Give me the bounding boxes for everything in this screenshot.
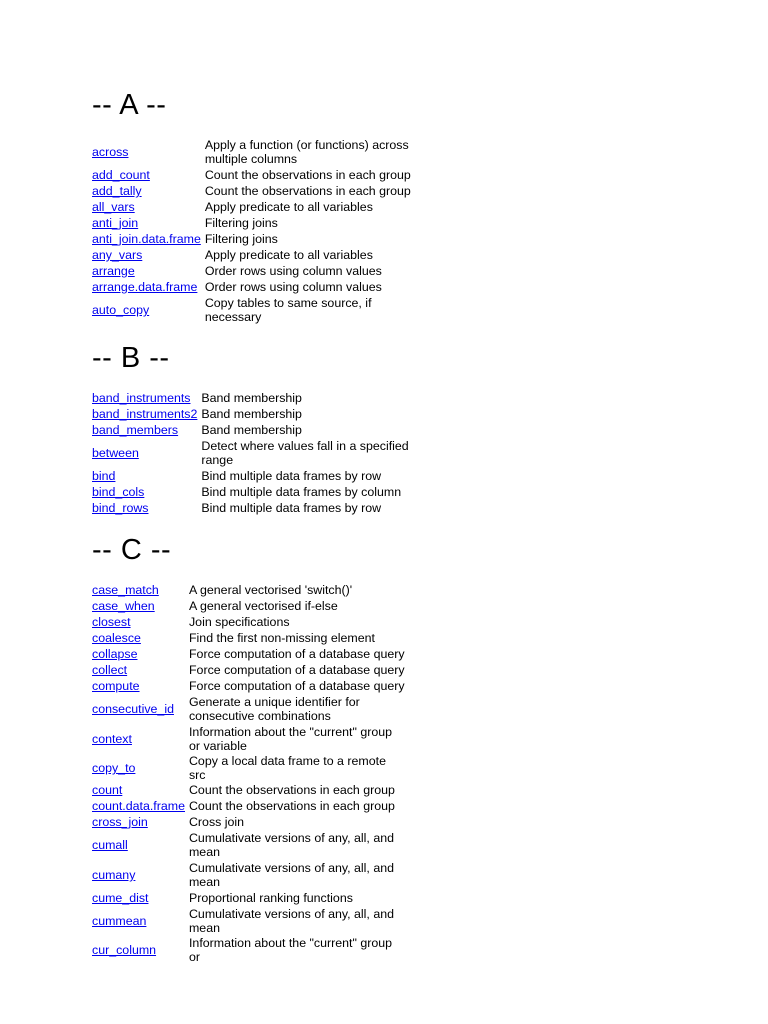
- function-link[interactable]: consecutive_id: [92, 702, 174, 716]
- function-name-cell: [92, 247, 205, 263]
- function-name-cell: [92, 936, 189, 964]
- function-link[interactable]: context: [92, 732, 132, 746]
- function-description: Copy a local data frame to a remote src: [188, 754, 386, 782]
- function-description: Filtering joins: [204, 216, 278, 230]
- index-row: [92, 906, 405, 936]
- function-link[interactable]: cur_column: [92, 943, 157, 957]
- function-name-cell: [92, 860, 189, 890]
- function-name-cell: [92, 484, 201, 500]
- index-row: [92, 630, 405, 646]
- function-link[interactable]: add_count: [92, 168, 150, 182]
- function-name-cell: [92, 137, 205, 167]
- function-description: Information about the "current" group or: [188, 936, 393, 964]
- function-description: Bind multiple data frames by column: [201, 485, 402, 499]
- function-link[interactable]: any_vars: [92, 248, 143, 262]
- function-link[interactable]: bind_rows: [92, 501, 149, 515]
- function-description: Filtering joins: [204, 232, 278, 246]
- function-name-cell: [92, 906, 189, 936]
- index-row: [92, 468, 417, 484]
- function-description: A general vectorised 'switch()': [188, 583, 353, 597]
- function-link[interactable]: band_instruments2: [92, 407, 198, 421]
- section-heading: -- B --: [92, 342, 170, 374]
- function-name-cell: [92, 468, 201, 484]
- function-description: Order rows using column values: [204, 280, 382, 294]
- function-description: Band membership: [201, 391, 302, 405]
- function-name-cell: [92, 630, 189, 646]
- function-description: Apply predicate to all variables: [204, 248, 373, 262]
- index-row: [92, 422, 417, 438]
- function-name-cell: [92, 231, 205, 247]
- function-description: Cross join: [188, 815, 245, 829]
- function-name-cell: [92, 406, 201, 422]
- index-row: [92, 137, 421, 167]
- index-row: [92, 678, 405, 694]
- index-row: [92, 183, 421, 199]
- index-row: [92, 598, 405, 614]
- function-link[interactable]: case_when: [92, 599, 155, 613]
- function-name-cell: [92, 814, 189, 830]
- function-description: Force computation of a database query: [188, 647, 405, 661]
- function-link[interactable]: count.data.frame: [92, 799, 185, 813]
- function-description: Force computation of a database query: [188, 679, 405, 693]
- function-description: Force computation of a database query: [188, 663, 405, 677]
- function-link[interactable]: all_vars: [92, 200, 135, 214]
- function-name-cell: [92, 390, 201, 406]
- function-name-cell: [92, 754, 189, 782]
- function-description: Join specifications: [188, 615, 290, 629]
- index-row: [92, 438, 417, 468]
- function-link[interactable]: auto_copy: [92, 303, 150, 317]
- index-row: [92, 390, 417, 406]
- function-link[interactable]: band_members: [92, 423, 179, 437]
- function-description: Bind multiple data frames by row: [201, 501, 382, 515]
- index-row: [92, 263, 421, 279]
- index-row: [92, 798, 405, 814]
- function-link[interactable]: band_instruments: [92, 391, 191, 405]
- function-link[interactable]: arrange.data.frame: [92, 280, 198, 294]
- function-link[interactable]: between: [92, 446, 139, 460]
- function-name-cell: [92, 422, 201, 438]
- function-index-table: [92, 390, 417, 516]
- function-index-table: [92, 582, 405, 964]
- function-name-cell: [92, 215, 205, 231]
- function-link[interactable]: cummean: [92, 914, 147, 928]
- index-row: [92, 662, 405, 678]
- function-name-cell: [92, 830, 189, 860]
- function-description: Cumulativate versions of any, all, and mean: [188, 861, 394, 889]
- index-row: [92, 754, 405, 782]
- function-name-cell: [92, 500, 201, 516]
- index-row: [92, 215, 421, 231]
- function-link[interactable]: cross_join: [92, 815, 148, 829]
- function-name-cell: [92, 167, 205, 183]
- function-index-table: [92, 137, 421, 325]
- function-description: Count the observations in each group: [204, 184, 411, 198]
- function-name-cell: [92, 438, 201, 468]
- function-link[interactable]: closest: [92, 615, 131, 629]
- function-link[interactable]: anti_join: [92, 216, 139, 230]
- function-name-cell: [92, 183, 205, 199]
- section-heading: -- A --: [92, 89, 167, 121]
- index-row: [92, 279, 421, 295]
- function-description: Count the observations in each group: [204, 168, 411, 182]
- index-row: [92, 582, 405, 598]
- function-description: Count the observations in each group: [188, 799, 395, 813]
- function-description: Detect where values fall in a specified range: [201, 439, 409, 467]
- index-row: [92, 231, 421, 247]
- section-b: [92, 341, 417, 516]
- function-link[interactable]: coalesce: [92, 631, 141, 645]
- index-row: [92, 167, 421, 183]
- function-link[interactable]: cumall: [92, 838, 128, 852]
- function-description: Information about the "current" group or variable: [188, 725, 393, 753]
- function-name-cell: [92, 598, 189, 614]
- index-row: [92, 830, 405, 860]
- function-name-cell: [92, 582, 189, 598]
- function-description: Proportional ranking functions: [188, 891, 353, 905]
- function-name-cell: [92, 890, 189, 906]
- index-row: [92, 646, 405, 662]
- function-link[interactable]: add_tally: [92, 184, 142, 198]
- function-link[interactable]: across: [92, 145, 129, 159]
- function-name-cell: [92, 614, 189, 630]
- function-name-cell: [92, 678, 189, 694]
- function-description: A general vectorised if-else: [188, 599, 338, 613]
- function-link[interactable]: collect: [92, 663, 128, 677]
- index-row: [92, 936, 405, 964]
- function-link[interactable]: bind: [92, 469, 116, 483]
- function-description: Find the first non-missing element: [188, 631, 375, 645]
- section-a: [92, 88, 421, 325]
- function-link[interactable]: cumany: [92, 868, 136, 882]
- function-link[interactable]: bind_cols: [92, 485, 145, 499]
- function-name-cell: [92, 295, 205, 325]
- function-link[interactable]: anti_join.data.frame: [92, 232, 201, 246]
- function-description: Apply predicate to all variables: [204, 200, 373, 214]
- index-row: [92, 247, 421, 263]
- function-description: Count the observations in each group: [188, 783, 395, 797]
- index-row: [92, 724, 405, 754]
- index-row: [92, 406, 417, 422]
- function-link[interactable]: collapse: [92, 647, 138, 661]
- function-name-cell: [92, 782, 189, 798]
- index-row: [92, 295, 421, 325]
- function-link[interactable]: copy_to: [92, 761, 136, 775]
- function-link[interactable]: count: [92, 783, 123, 797]
- index-row: [92, 199, 421, 215]
- function-name-cell: [92, 798, 189, 814]
- index-row: [92, 694, 405, 724]
- function-description: Cumulativate versions of any, all, and mean: [188, 831, 394, 859]
- function-description: Order rows using column values: [204, 264, 382, 278]
- function-link[interactable]: arrange: [92, 264, 135, 278]
- function-description: Copy tables to same source, if necessary: [204, 296, 372, 324]
- section-c: [92, 533, 405, 964]
- function-description: Apply a function (or functions) across multiple columns: [204, 138, 409, 166]
- index-row: [92, 484, 417, 500]
- function-name-cell: [92, 662, 189, 678]
- function-name-cell: [92, 279, 205, 295]
- function-name-cell: [92, 694, 189, 724]
- function-description: Bind multiple data frames by row: [201, 469, 382, 483]
- function-link[interactable]: cume_dist: [92, 891, 149, 905]
- index-row: [92, 814, 405, 830]
- function-name-cell: [92, 263, 205, 279]
- section-heading: -- C --: [92, 534, 172, 566]
- function-name-cell: [92, 199, 205, 215]
- function-description: Cumulativate versions of any, all, and mean: [188, 907, 394, 935]
- function-description: Generate a unique identifier for consecutive combinations: [188, 695, 360, 723]
- function-link[interactable]: compute: [92, 679, 140, 693]
- index-row: [92, 500, 417, 516]
- function-description: Band membership: [201, 423, 302, 437]
- function-name-cell: [92, 646, 189, 662]
- index-row: [92, 614, 405, 630]
- index-row: [92, 860, 405, 890]
- index-row: [92, 890, 405, 906]
- function-link[interactable]: case_match: [92, 583, 159, 597]
- index-row: [92, 782, 405, 798]
- function-description: Band membership: [201, 407, 302, 421]
- function-name-cell: [92, 724, 189, 754]
